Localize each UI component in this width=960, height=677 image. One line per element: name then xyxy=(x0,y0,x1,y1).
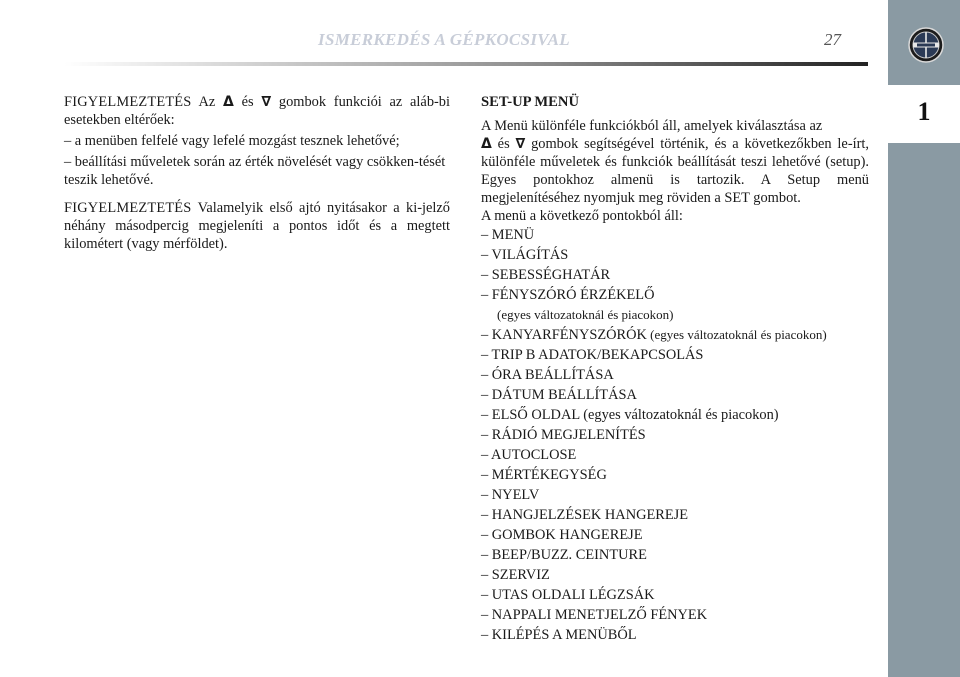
left-column xyxy=(64,93,450,253)
right-column xyxy=(481,93,869,645)
menu-list xyxy=(481,225,869,645)
list-item: – ÓRA BEÁLLÍTÁSA xyxy=(481,367,614,383)
section-heading: SET-UP MENÜ xyxy=(481,94,579,110)
warning-label: FIGYELMEZTETÉS xyxy=(64,200,192,216)
list-item: – TRIP B ADATOK/BEKAPCSOLÁS xyxy=(481,347,704,363)
list-item: – VILÁGÍTÁS xyxy=(481,247,569,263)
list-item-note: (egyes változatoknál és piacokon) xyxy=(497,307,674,322)
list-item: – ELSŐ OLDAL (egyes változatoknál és piacokon) xyxy=(481,407,779,423)
intro-paragraph: A Menü különféle funkciókból áll, amelyek kiválasztása az Δ és ∇ gombok segítségével történik, és a következőkben le-írt, különféle műveletek és funkciók beállítását teszi lehetővé (setup). Egyes pontokhoz almenü is tartozik. A Setup menü megjelenítéséhez nyomjuk meg röviden a SET gombot. xyxy=(481,118,869,206)
list-item: – SZERVIZ xyxy=(481,567,550,583)
warning-door: FIGYELMEZTETÉS Valamelyik első ajtó nyitásakor a ki-jelző néhány másodpercig megjeleníti a pontos időt és a megtett kilométert (vagy mérföldet). xyxy=(64,200,450,252)
warning-label: FIGYELMEZTETÉS xyxy=(64,94,192,110)
list-item: – KILÉPÉS A MENÜBŐL xyxy=(481,627,637,643)
list-item: – RÁDIÓ MEGJELENÍTÉS xyxy=(481,427,646,443)
warning-item: – beállítási műveletek során az érték növelését vagy csökken-tését teszik lehetővé. xyxy=(64,154,446,188)
list-item: – FÉNYSZÓRÓ ÉRZÉKELŐ xyxy=(481,287,655,303)
warning-buttons: FIGYELMEZTETÉS Az Δ és ∇ gombok funkciói az aláb-bi esetekben eltérőek: xyxy=(64,94,450,128)
menu-lead: A menü a következő pontokból áll: xyxy=(481,208,683,224)
up-triangle-icon: Δ xyxy=(481,136,492,152)
list-item: – MÉRTÉKEGYSÉG xyxy=(481,467,607,483)
list-item: – NAPPALI MENETJELZŐ FÉNYEK xyxy=(481,607,708,623)
list-item: – HANGJELZÉSEK HANGEREJE xyxy=(481,507,689,523)
list-item: – NYELV xyxy=(481,487,540,503)
warning-item: – a menüben felfelé vagy lefelé mozgást tesznek lehetővé; xyxy=(64,133,400,149)
list-item: – SEBESSÉGHATÁR xyxy=(481,267,611,283)
list-item: – KANYARFÉNYSZÓRÓK (egyes változatoknál és piacokon) xyxy=(481,327,827,343)
list-item: – UTAS OLDALI LÉGZSÁK xyxy=(481,587,655,603)
down-triangle-icon: ∇ xyxy=(515,136,526,152)
list-item: – AUTOCLOSE xyxy=(481,447,577,463)
page-number: 27 xyxy=(824,30,841,49)
list-item: – GOMBOK HANGEREJE xyxy=(481,527,643,543)
list-item: – BEEP/BUZZ. CEINTURE xyxy=(481,547,647,563)
chapter-number: 1 xyxy=(917,97,931,126)
list-item: – MENÜ xyxy=(481,227,535,243)
lancia-logo-icon xyxy=(908,27,944,63)
up-triangle-icon: Δ xyxy=(223,94,234,110)
down-triangle-icon: ∇ xyxy=(261,94,272,110)
header-divider xyxy=(64,62,868,66)
chapter-title: ISMERKEDÉS A GÉPKOCSIVAL xyxy=(318,30,570,49)
list-item: – DÁTUM BEÁLLÍTÁSA xyxy=(481,387,637,403)
